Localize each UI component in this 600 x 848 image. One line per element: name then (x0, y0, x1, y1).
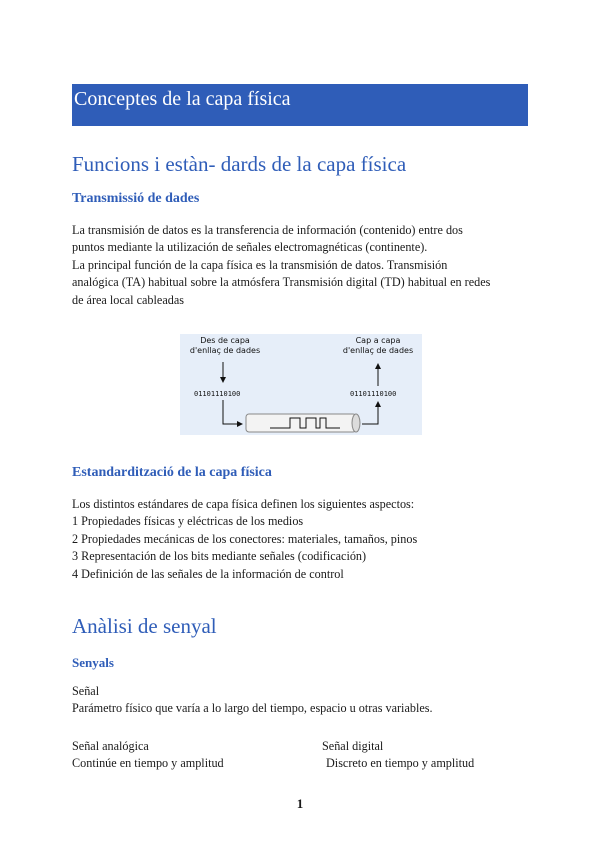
figure-drawing (180, 334, 422, 435)
title-banner (72, 84, 528, 126)
text-line: La transmisión de datos es la transferencia de información (contenido) entre dos (72, 223, 463, 237)
digital-signal-description: Discreto en tiempo y amplitud (326, 756, 475, 770)
subsection-heading-signals: Senyals (72, 655, 114, 670)
list-item: 3 Representación de los bits mediante señales (codificación) (72, 549, 367, 564)
term: Señal (72, 684, 100, 698)
section-heading-functions: Funcions i estàn- dards de la capa física (72, 152, 407, 176)
text-line: de área local cableadas (72, 292, 184, 307)
cable-icon (246, 414, 356, 432)
page-title: Conceptes de la capa física (74, 88, 291, 110)
definition: Parámetro físico que varía a lo largo del tiempo, espacio u otras variables. (72, 701, 433, 716)
figure-label-line: Cap a capa (355, 336, 401, 345)
connector-source-icon (223, 400, 242, 424)
list-item: 2 Propiedades mecánicas de los conectores: materiales, tamaños, pinos (72, 531, 418, 546)
transmission-paragraph (72, 222, 532, 309)
signal-definition (72, 683, 532, 718)
list-item: 1 Propiedades físicas y eléctricas de los medios (72, 514, 304, 529)
standardization-paragraph (72, 496, 532, 583)
analog-signal-description: Continúe en tiempo y amplitud (72, 756, 224, 770)
subsection-heading-standardization: Estandardització de la capa física (72, 465, 272, 480)
digital-signal-title: Señal digital (322, 739, 384, 753)
text-line: Los distintos estándares de capa física definen los siguientes aspectos: (72, 497, 415, 511)
subsection-heading-transmission: Transmissió de dades (72, 191, 200, 206)
text-line: analógica (TA) habitual sobre la atmósfera Transmisión digital (TD) habitual en redes (72, 275, 491, 290)
transmission-figure (180, 334, 422, 435)
text-line: La principal función de la capa física es la transmisión de datos. Transmisión (72, 257, 448, 272)
connector-destination-icon (362, 402, 378, 424)
page-number: 1 (296, 796, 304, 811)
figure-label-line: Des de capa (200, 336, 250, 345)
figure-label-line: d'enllaç de dades (342, 346, 414, 355)
text-line: puntos mediante la utilización de señales electromagnéticas (continente). (72, 240, 428, 255)
section-heading-signal: Anàlisi de senyal (72, 614, 217, 638)
analog-signal-title: Señal analógica (72, 739, 149, 753)
figure-label-line: d'enllaç de dades (189, 346, 261, 355)
figure-bits-source: 01101110100 (194, 390, 241, 398)
list-item: 4 Definición de las señales de la información de control (72, 566, 344, 581)
figure-bits-destination: 01101110100 (350, 390, 397, 398)
